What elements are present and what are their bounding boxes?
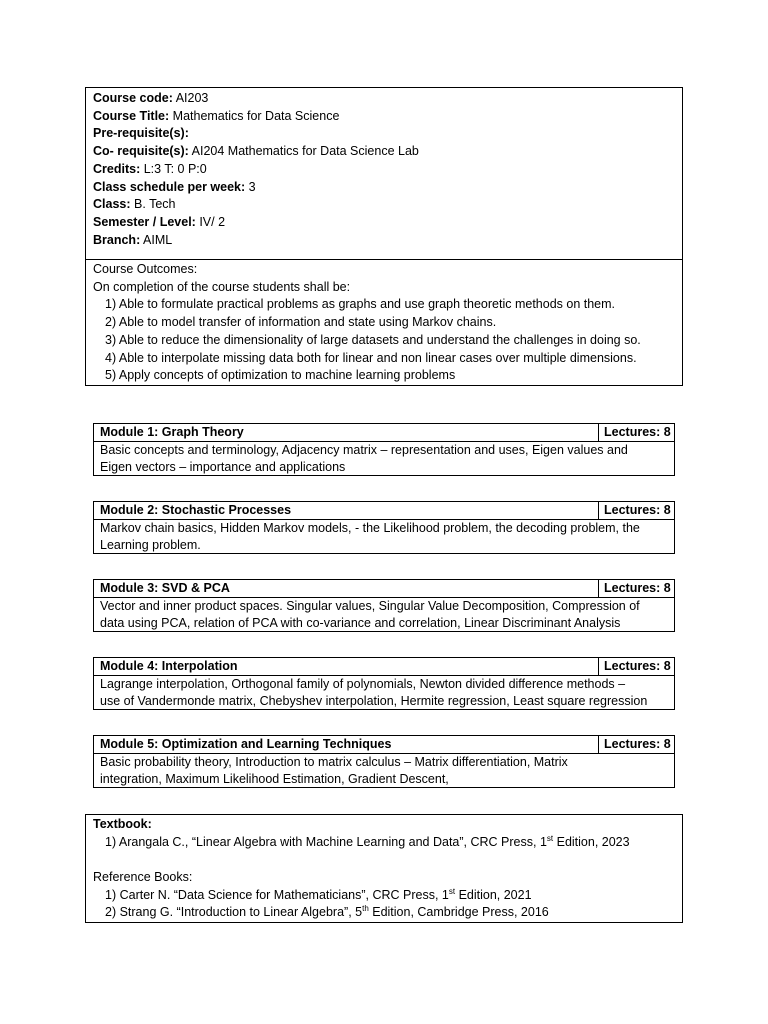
branch-row [93, 232, 675, 250]
outcome-item: 4) Able to interpolate missing data both for linear and non linear cases over multiple dimensions. [105, 350, 637, 365]
module-title: Module 2: Stochastic Processes [100, 503, 292, 517]
module-lectures: Lectures: 8 [598, 736, 674, 753]
module-title: Module 1: Graph Theory [100, 425, 244, 439]
course-title-row [93, 108, 675, 126]
module-desc-line: integration, Maximum Likelihood Estimation, Gradient Descent, [100, 771, 449, 786]
class-row [93, 196, 675, 214]
outcome-item: 1) Able to formulate practical problems as graphs and use graph theoretic methods on them. [105, 297, 616, 312]
coreq-row [93, 143, 675, 161]
module-desc-line: Eigen vectors – importance and applications [100, 459, 346, 474]
textbook-item: 1) Arangala C., “Linear Algebra with Machine Learning and Data”, CRC Press, 1st Edition, 2023 [105, 833, 630, 849]
reference-heading: Reference Books: [93, 869, 193, 884]
course-title-label: Course Title: [93, 108, 170, 123]
coreq-value: AI204 Mathematics for Data Science Lab [191, 144, 419, 159]
schedule-value: 3 [248, 179, 256, 194]
module-desc-line: data using PCA, relation of PCA with co-variance and correlation, Linear Discriminant Analysis [100, 615, 621, 630]
reference-item: 2) Strang G. “Introduction to Linear Algebra”, 5th Edition, Cambridge Press, 2016 [105, 904, 549, 920]
textbook-heading: Textbook: [93, 817, 152, 831]
class-value: B. Tech [134, 197, 176, 212]
module-desc-line: Learning problem. [100, 537, 201, 552]
module-desc-line: use of Vandermonde matrix, Chebyshev interpolation, Hermite regression, Least square regression [100, 693, 648, 708]
schedule-label: Class schedule per week: [93, 179, 246, 194]
module-description [94, 442, 674, 475]
course-code-row [93, 90, 675, 108]
module-desc-line: Basic concepts and terminology, Adjacency matrix – representation and uses, Eigen values and [100, 443, 628, 457]
module-desc-line: Lagrange interpolation, Orthogonal family of polynomials, Newton divided difference methods – [100, 677, 626, 691]
module-description [94, 598, 674, 631]
module-desc-line: Vector and inner product spaces. Singular values, Singular Value Decomposition, Compression of [100, 599, 640, 613]
module-title: Module 5: Optimization and Learning Techniques [100, 737, 392, 751]
prereq-row [93, 125, 675, 143]
branch-value: AIML [143, 232, 173, 247]
schedule-row [93, 179, 675, 197]
course-info-box [85, 87, 683, 386]
module-description [94, 520, 674, 553]
credits-value: L:3 T: 0 P:0 [143, 161, 207, 176]
semester-row [93, 214, 675, 232]
outcome-item: 2) Able to model transfer of information and state using Markov chains. [105, 315, 497, 330]
credits-label: Credits: [93, 161, 141, 176]
module-desc-line: Markov chain basics, Hidden Markov models, - the Likelihood problem, the decoding problem, the [100, 521, 640, 535]
module-desc-line: Basic probability theory, Introduction to matrix calculus – Matrix differentiation, Matrix [100, 755, 568, 769]
coreq-label: Co- requisite(s): [93, 144, 189, 159]
outcome-item: 5) Apply concepts of optimization to machine learning problems [105, 368, 456, 383]
outcome-item: 3) Able to reduce the dimensionality of large datasets and understand the challenges in doing so. [105, 332, 641, 347]
module-5-table [93, 735, 675, 788]
outcomes-intro: On completion of the course students shall be: [93, 279, 351, 294]
credits-row [93, 161, 675, 179]
module-description [94, 676, 674, 709]
module-title: Module 3: SVD & PCA [100, 581, 230, 595]
module-lectures: Lectures: 8 [598, 424, 674, 441]
books-box [85, 814, 683, 923]
module-description [94, 754, 674, 787]
module-title: Module 4: Interpolation [100, 659, 238, 673]
module-4-table [93, 657, 675, 710]
prereq-label: Pre-requisite(s): [93, 126, 189, 141]
semester-value: IV/ 2 [199, 214, 226, 229]
course-details [86, 88, 682, 260]
module-lectures: Lectures: 8 [598, 502, 674, 519]
course-code-label: Course code: [93, 91, 173, 105]
reference-item: 1) Carter N. “Data Science for Mathematicians”, CRC Press, 1st Edition, 2021 [105, 886, 532, 902]
course-title-value: Mathematics for Data Science [172, 108, 340, 123]
module-lectures: Lectures: 8 [598, 580, 674, 597]
module-lectures: Lectures: 8 [598, 658, 674, 675]
branch-label: Branch: [93, 232, 141, 247]
semester-label: Semester / Level: [93, 214, 196, 229]
course-code-value: AI203 [175, 91, 209, 105]
module-3-table [93, 579, 675, 632]
class-label: Class: [93, 197, 131, 212]
outcomes-heading: Course Outcomes: [93, 262, 198, 276]
course-outcomes [86, 260, 682, 385]
module-1-table [93, 423, 675, 476]
module-2-table [93, 501, 675, 554]
